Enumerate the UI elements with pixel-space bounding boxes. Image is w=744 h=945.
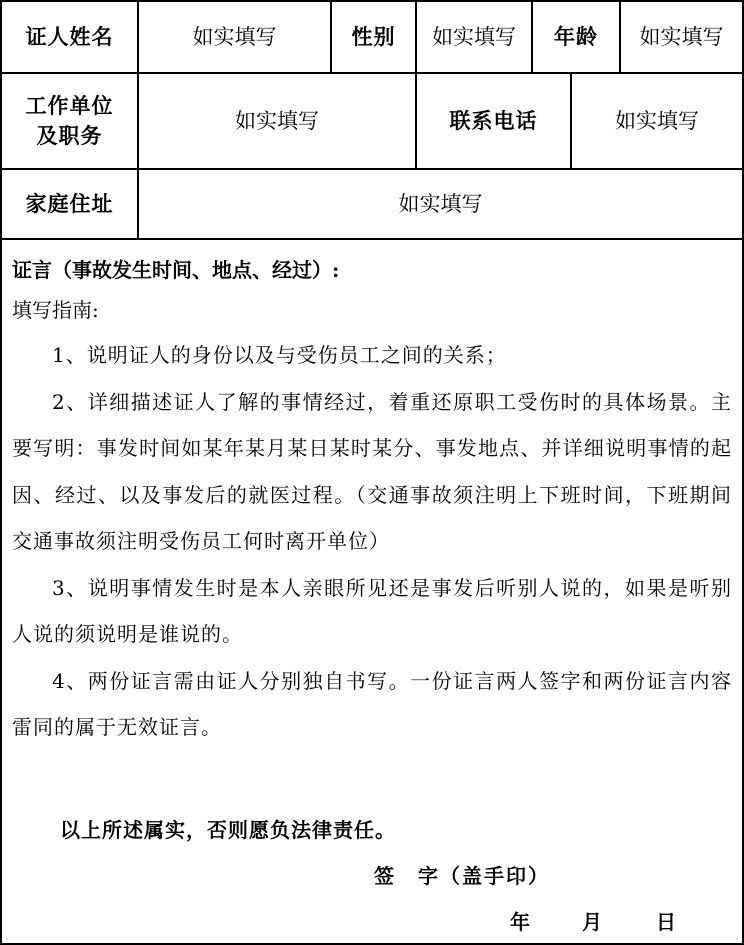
date-month-label: 月 [582,910,602,934]
home-address-label: 家庭住址 [2,170,139,238]
testimony-section[interactable] [2,240,742,943]
guide-item: 3、说明事情发生时是本人亲眼所见还是事发后听别人说的，如果是听别人说的须说明是谁说的。 [12,575,732,646]
home-address-field[interactable]: 如实填写 [398,191,483,216]
date-year-label: 年 [510,910,530,934]
truthfulness-declaration: 以上所述属实，否则愿负法律责任。 [60,818,396,842]
guide-title: 填写指南: [12,298,99,322]
phone-label: 联系电话 [417,74,572,168]
witness-info-row [2,2,742,74]
date-day-label: 日 [656,910,676,934]
guide-item: 1、说明证人的身份以及与受伤员工之间的关系； [52,343,507,367]
signature-label: 签 字（盖手印） [374,864,550,888]
gender-label: 性别 [332,2,417,72]
age-field[interactable]: 如实填写 [639,24,724,49]
guide-item: 4、两份证言需由证人分别独自书写。一份证言两人签字和两份证言内容雷同的属于无效证言。 [12,668,732,739]
employer-info-row [2,74,742,170]
testimony-heading: 证言（事故发生时间、地点、经过）: [12,258,340,282]
phone-field[interactable]: 如实填写 [615,108,699,133]
employer-label-line2: 及职务 [36,123,103,148]
employer-position-label [2,74,139,168]
employer-label-line1: 工作单位 [25,92,114,118]
guide-item: 2、详细描述证人了解的事情经过，着重还原职工受伤时的具体场景。主要写明：事发时间如某年某月某日某时某分、事发地点、并详细说明事情的起因、经过、以及事发后的就医过程。（交通事故须注明上下班时间，下班期间交通事故须注明受伤员工何时离开单位） [12,389,732,553]
witness-name-field[interactable]: 如实填写 [139,2,332,72]
gender-field[interactable]: 如实填写 [417,2,533,72]
employer-position-field[interactable]: 如实填写 [139,74,417,168]
address-row [2,170,742,240]
age-label: 年龄 [533,2,621,72]
witness-name-label: 证人姓名 [2,2,139,72]
